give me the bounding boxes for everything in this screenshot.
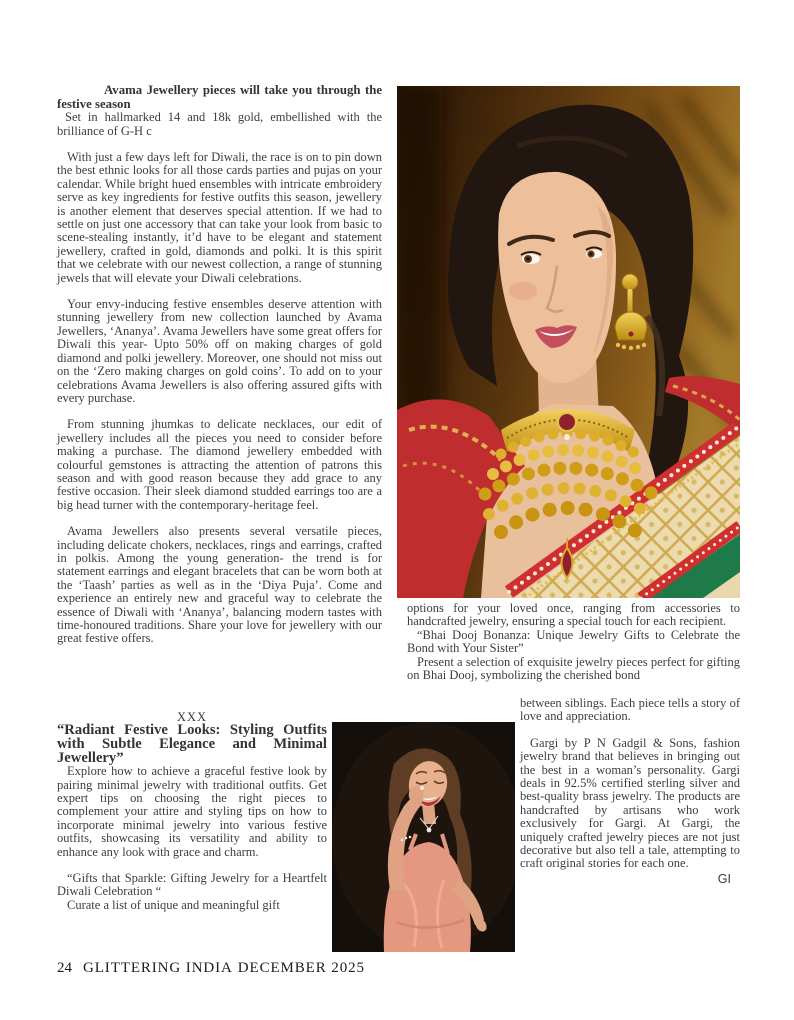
continuation-paragraph: options for your loved once, ranging from accessories to handcrafted jewelry, ensuring a special touch for each recipient. <box>407 601 740 629</box>
radiant-looks-paragraph: Explore how to achieve a graceful festive look by pairing minimal jewelry with traditional outfits. Get expert tips on choosing the right pieces to complement your attire and styling tips on how to incorporate minimal jewelry into various festive outfits, showcasing its versatility and ability to enhance any look with grace and charm. <box>57 764 327 859</box>
article-paragraph-2: Your envy-inducing festive ensembles deserve attention with stunning jewellery from new collection launched by Avama Jewellers, ‘Ananya’. Avama Jewellers have some great offers for Diwali this year- Upto 50% off on making charges of gold diamond and polki jewellery. Moreover, one should not miss out on the ‘Zero making charges on gold coins’. To add on to your celebrations Avama Jewellers is also offering assured gifts with every purchase. <box>57 297 382 405</box>
secondary-photo-illustration <box>332 722 515 952</box>
section-divider: XXX <box>176 710 208 724</box>
hero-photo-illustration <box>397 86 740 598</box>
present-paragraph-wrap: between siblings. Each piece tells a story of love and appreciation. <box>520 696 740 724</box>
article-paragraph-4: Avama Jewellers also presents several versatile pieces, including delicate chokers, necklaces, rings and earrings, crafted in polkis. Among the young generation- the trend is for statement earrings and elegant bracelets that can be worn both at the ‘Taash’ parties as well as in the ‘Diya Puja’. Come and experience an entirely new and graceful way to celebrate the essence of Diwali with ‘Ananya’, balancing modern tastes with time-honoured traditions. Share your love for jewellery with our great festive offers. <box>57 524 382 646</box>
author-initials: GI <box>717 871 731 886</box>
article-paragraph-1: With just a few days left for Diwali, the race is on to pin down the best ethnic looks for all those cards parties and pujas on your calendar. While bright hued ensembles with intricate embroidery serve as key ingredients for festive outfits this season, jewellery is another element that deserves special attention. If we had to settle on just one accessory that can take your look from basic to scene-stealing instantly, it’d have to be elegant and statement jewellery, crafted in gold, diamonds and polki. It is this spirit that we celebrate with our newest collection, a range of stunning jewels that will elevate your Diwali celebrations. <box>57 150 382 285</box>
bhai-dooj-heading: “Bhai Dooj Bonanza: Unique Jewelry Gifts to Celebrate the Bond with Your Sister” <box>407 627 740 656</box>
gifts-sparkle-paragraph: Curate a list of unique and meaningful gift <box>67 897 280 912</box>
gifts-sparkle-heading: “Gifts that Sparkle: Gifting Jewelry for a Heartfelt Diwali Celebration “ <box>57 871 327 899</box>
magazine-issue: DECEMBER 2025 <box>237 960 365 976</box>
secondary-photo <box>332 722 515 952</box>
magazine-title: GLITTERING INDIA <box>83 960 233 976</box>
hero-photo <box>397 86 740 598</box>
page-footer <box>57 960 365 977</box>
present-paragraph: Present a selection of exquisite jewelry pieces perfect for gifting on Bhai Dooj, symbolizing the cherished bond <box>407 654 740 683</box>
article-right-column-narrow <box>520 697 740 886</box>
article-subhead: Set in hallmarked 14 and 18k gold, embellished with the brilliance of G-H c <box>57 110 382 138</box>
article-left-column-bottom <box>57 711 327 912</box>
page-number: 24 <box>57 960 72 976</box>
radiant-looks-heading: “Radiant Festive Looks: Styling Outfits with Subtle Elegance and Minimal Jewellery” <box>57 722 327 766</box>
article-right-column <box>407 602 740 682</box>
article-left-column <box>57 84 382 659</box>
article-paragraph-3: From stunning jhumkas to delicate necklaces, our edit of jewellery includes all the pieces you need to consider before making a purchase. The diamond jewellery embedded with colourful gemstones is attracting the attention of patrons this season and with good reason because they add grace to any festive occasion. Their sleek diamond studded earrings too are a big head turner with the contemporary-heritage feel. <box>57 417 382 512</box>
gargi-paragraph: Gargi by P N Gadgil & Sons, fashion jewelry brand that believes in bringing out the best in a woman’s personality. Gargi deals in 92.5% certified sterling silver and best-quality brass jewelry. The products are handcrafted by artisans who work exclusively for Gargi. At Gargi, the uniquely crafted jewelry pieces are not just decorative but also tell a tale, attempting to craft original stories for each one. <box>520 735 740 871</box>
article-headline: Avama Jewellery pieces will take you through the festive season <box>57 83 382 111</box>
